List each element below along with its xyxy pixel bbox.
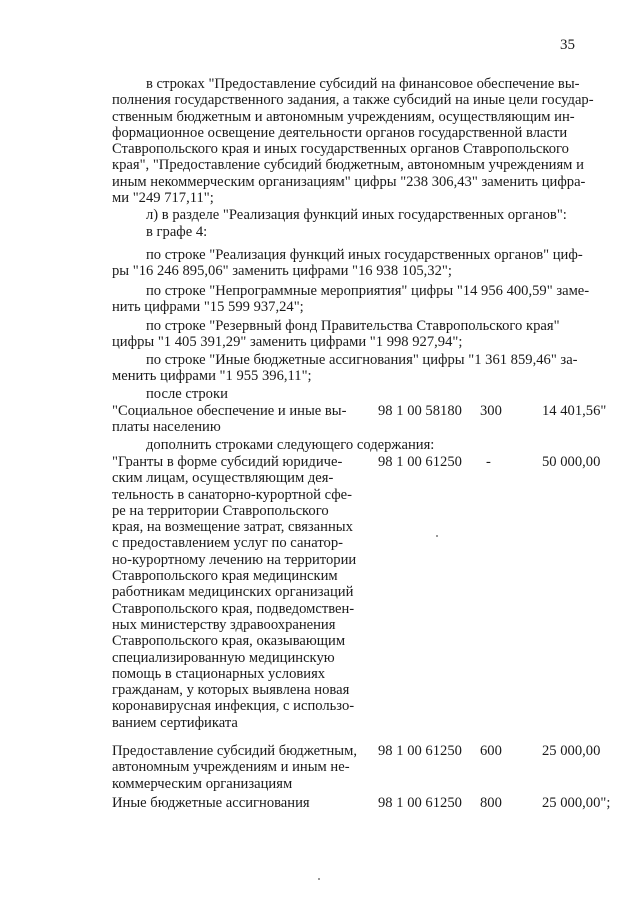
row-name-line: с предоставлением услуг по санатор- (112, 535, 343, 552)
change-paragraph (112, 283, 605, 316)
row-name-line: коронавирусная инфекция, с использо- (112, 698, 355, 715)
intro-line: Ставропольского края и иных государственных органов Ставропольского (112, 141, 569, 158)
row-name-line: коммерческим организациям (112, 775, 293, 792)
row-name-line: помощь в стационарных условиях (112, 665, 326, 682)
row-amount: 14 401,56" (542, 403, 607, 419)
row-name-line: ским лицам, осуществляющим дея- (112, 470, 334, 487)
row-name-line: ных министерству здравоохранения (112, 616, 336, 633)
change-line: ры "16 246 895,06" заменить цифрами "16 938 105,32"; (112, 263, 452, 280)
supplement-label (112, 437, 605, 453)
row-name-line: "Социальное обеспечение и иные вы- (112, 403, 347, 419)
row-vr: 300 (480, 403, 502, 419)
scan-speck (436, 535, 438, 537)
change-paragraph (112, 247, 605, 280)
scan-speck (318, 878, 320, 880)
intro-line: края", "Предоставление субсидий бюджетным, автономным учреждениям и (112, 157, 584, 174)
row-name-line: платы населению (112, 419, 221, 436)
change-line: по строке "Реализация функций иных государственных органов" циф- (146, 247, 583, 263)
intro-paragraph (112, 76, 605, 206)
row-vr: - (486, 454, 491, 470)
row-name-line: ванием сертификата (112, 714, 238, 731)
row-name-line: Предоставление субсидий бюджетным, (112, 743, 357, 759)
change-line: по строке "Иные бюджетные ассигнования" цифры "1 361 859,46" за- (146, 352, 578, 368)
section-l-text: л) в разделе "Реализация функций иных государственных органов": (146, 207, 567, 223)
row-name-line: но-курортному лечению на территории (112, 551, 357, 568)
change-line: по строке "Резервный фонд Правительства Ставропольского края" (146, 318, 560, 334)
row-name-line: гражданам, у которых выявлена новая (112, 682, 350, 699)
column-4-heading (112, 224, 605, 240)
change-line: нить цифрами "15 599 937,24"; (112, 299, 304, 316)
row-name-line: работникам медицинских организаций (112, 584, 354, 601)
row-amount: 50 000,00 (542, 454, 601, 470)
page-number: 35 (560, 37, 575, 53)
row-csr: 98 1 00 61250 (378, 454, 462, 470)
change-paragraph (112, 318, 605, 351)
row-csr: 98 1 00 61250 (378, 795, 462, 811)
after-rows-label (112, 386, 605, 402)
intro-line: в строках "Предоставление субсидий на финансовое обеспечение вы- (146, 76, 580, 92)
row-name-line: Ставропольского края медицинским (112, 568, 338, 585)
row-name-line: Ставропольского края, подведомствен- (112, 600, 355, 617)
row-name-line: тельность в санаторно-курортной сфе- (112, 486, 353, 503)
change-paragraph (112, 352, 605, 385)
column-4-text: в графе 4: (146, 224, 208, 240)
intro-line: иным некоммерческим организациям" цифры "238 306,43" заменить цифра- (112, 173, 586, 190)
supplement-text: дополнить строками следующего содержания: (146, 437, 435, 453)
row-csr: 98 1 00 61250 (378, 743, 462, 759)
intro-line: ми "249 717,11"; (112, 190, 214, 207)
row-amount: 25 000,00 (542, 743, 601, 759)
intro-line: формационное освещение деятельности органов государственной власти (112, 124, 568, 141)
change-line: менить цифрами "1 955 396,11"; (112, 368, 312, 385)
row-name-line: Ставропольского края, оказывающим (112, 633, 346, 650)
after-rows-text: после строки (146, 386, 228, 402)
row-name-line: Иные бюджетные ассигнования (112, 795, 310, 811)
row-name-line: края, на возмещение затрат, связанных (112, 519, 353, 536)
intro-line: полнения государственного задания, а также субсидий на иные цели государ- (112, 92, 594, 109)
row-name (112, 743, 362, 792)
intro-line: ственным бюджетным и автономным учреждениям, осуществляющим ин- (112, 108, 575, 125)
row-vr: 600 (480, 743, 502, 759)
row-name (112, 795, 362, 811)
row-name (112, 403, 362, 436)
row-name-line: "Гранты в форме субсидий юридиче- (112, 454, 343, 470)
row-amount: 25 000,00"; (542, 795, 611, 811)
section-l-heading (112, 207, 605, 223)
row-name-line: ре на территории Ставропольского (112, 502, 329, 519)
change-line: цифры "1 405 391,29" заменить цифрами "1 998 927,94"; (112, 334, 463, 351)
row-vr: 800 (480, 795, 502, 811)
row-name-line: автономным учреждениям и иным не- (112, 759, 350, 776)
row-name-line: специализированную медицинскую (112, 649, 335, 666)
change-line: по строке "Непрограммные мероприятия" цифры "14 956 400,59" заме- (146, 283, 590, 299)
row-name (112, 454, 362, 731)
row-csr: 98 1 00 58180 (378, 403, 462, 419)
